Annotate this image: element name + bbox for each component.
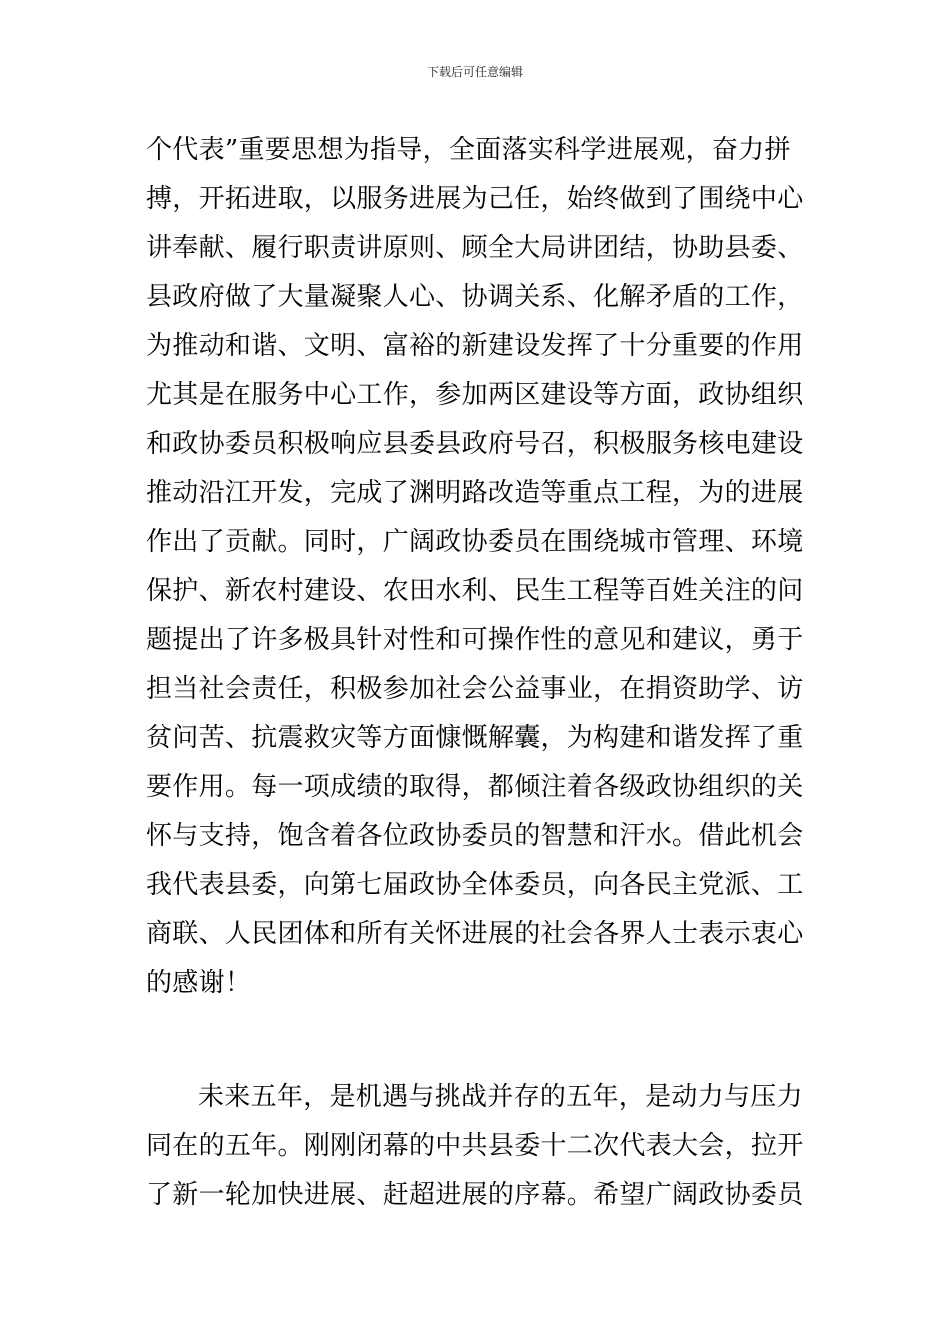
- text-line: 题提出了许多极具针对性和可操作性的意见和建议，勇于: [146, 625, 804, 655]
- text-line: 的感谢！: [146, 968, 252, 998]
- text-line: 担当社会责任，积极参加社会公益事业，在捐资助学、访: [146, 674, 804, 704]
- text-line: 和政协委员积极响应县委县政府号召，积极服务核电建设: [146, 429, 804, 459]
- text-line: 贫问苦、抗震救灾等方面慷慨解囊，为构建和谐发挥了重: [146, 723, 804, 753]
- text-line: 为推动和谐、文明、富裕的新建设发挥了十分重要的作用: [146, 331, 804, 361]
- text-line: 保护、新农村建设、农田水利、民生工程等百姓关注的问: [146, 576, 804, 606]
- text-line: 讲奉献、履行职责讲原则、顾全大局讲团结，协助县委、: [146, 233, 804, 263]
- text-line: 怀与支持，饱含着各位政协委员的智慧和汗水。借此机会: [146, 821, 804, 851]
- text-line: 我代表县委，向第七届政协全体委员，向各民主党派、工: [146, 870, 804, 900]
- text-line: 作出了贡献。同时，广阔政协委员在围绕城市管理、环境: [146, 527, 804, 557]
- text-line: 推动沿江开发，完成了渊明路改造等重点工程，为的进展: [146, 478, 804, 508]
- paragraph-1: [146, 126, 816, 1008]
- text-line: 同在的五年。刚刚闭幕的中共县委十二次代表大会，拉开: [146, 1131, 804, 1161]
- text-line: 商联、人民团体和所有关怀进展的社会各界人士表示衷心: [146, 919, 804, 949]
- text-line: 搏，开拓进取，以服务进展为己任，始终做到了围绕中心: [146, 184, 804, 214]
- text-line: 要作用。每一项成绩的取得，都倾注着各级政协组织的关: [146, 772, 804, 802]
- paragraph-2: [146, 1073, 816, 1220]
- text-line: 了新一轮加快进展、赶超进展的序幕。希望广阔政协委员: [146, 1180, 804, 1210]
- text-line: 个代表”重要思想为指导，全面落实科学进展观，奋力拼: [146, 135, 791, 165]
- text-line: 尤其是在服务中心工作，参加两区建设等方面，政协组织: [146, 380, 804, 410]
- page-header-note: 下载后可任意编辑: [426, 65, 523, 79]
- text-line: 未来五年，是机遇与挑战并存的五年，是动力与压力: [198, 1082, 803, 1112]
- text-line: 县政府做了大量凝聚人心、协调关系、化解矛盾的工作，: [146, 282, 804, 312]
